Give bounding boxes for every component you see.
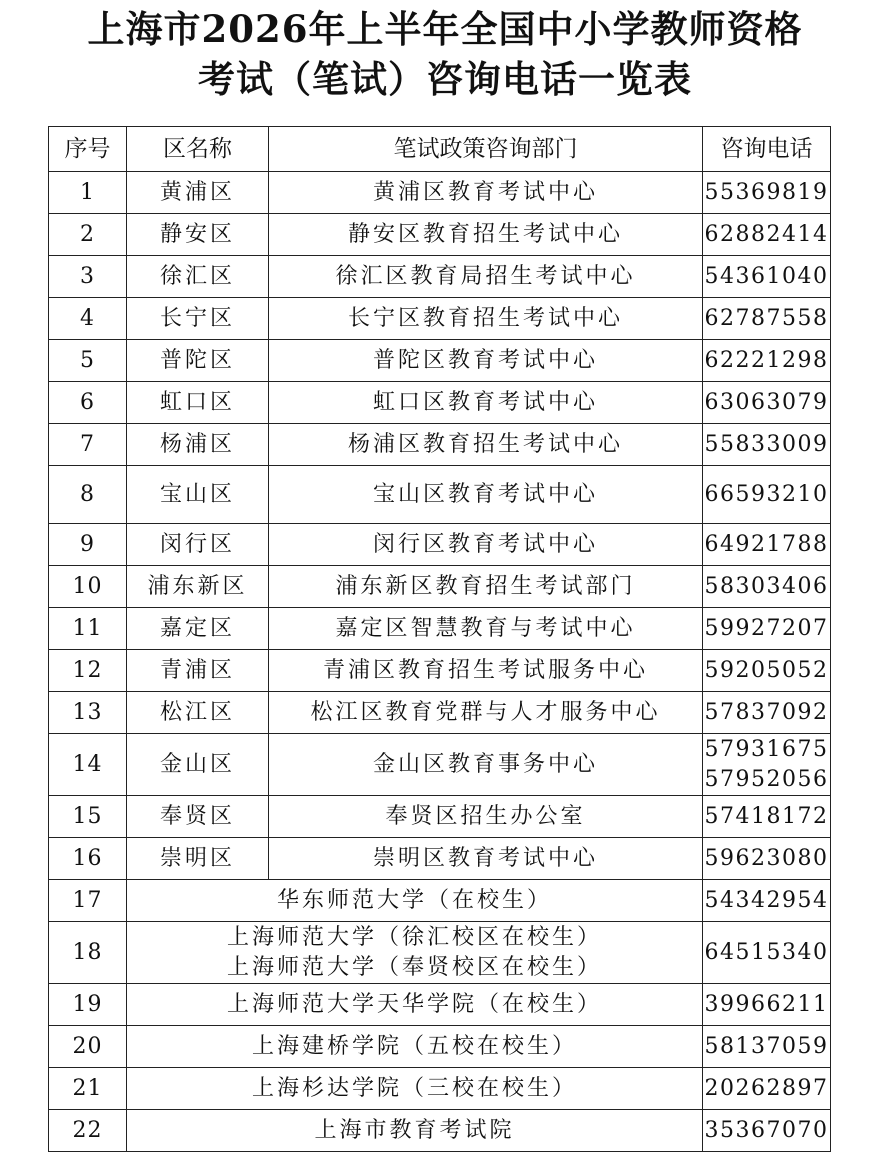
row-seq: 21	[49, 1068, 127, 1110]
row-phone: 59927207	[703, 608, 831, 650]
row-phone: 57837092	[703, 692, 831, 734]
table-row	[49, 984, 831, 1026]
department-line: 上海师范大学（奉贤校区在校生）	[226, 954, 602, 980]
row-phone: 54342954	[703, 880, 831, 922]
row-district: 青浦区	[127, 650, 269, 692]
table-row	[49, 838, 831, 880]
row-department: 上海杉达学院（三校在校生）	[127, 1068, 703, 1110]
row-seq: 11	[49, 608, 127, 650]
table-row	[49, 214, 831, 256]
table-row	[49, 424, 831, 466]
table-row	[49, 922, 831, 984]
table-row	[49, 734, 831, 796]
row-department: 青浦区教育招生考试服务中心	[269, 650, 703, 692]
row-district: 闵行区	[127, 524, 269, 566]
row-phone: 63063079	[703, 382, 831, 424]
row-seq: 10	[49, 566, 127, 608]
row-district: 奉贤区	[127, 796, 269, 838]
table-row	[49, 466, 831, 524]
table-row	[49, 1110, 831, 1152]
row-department: 长宁区教育招生考试中心	[269, 298, 703, 340]
phone-line: 57952056	[704, 766, 829, 792]
row-phone: 57418172	[703, 796, 831, 838]
row-department: 虹口区教育考试中心	[269, 382, 703, 424]
row-district: 崇明区	[127, 838, 269, 880]
row-phone: 20262897	[703, 1068, 831, 1110]
row-phone: 58303406	[703, 566, 831, 608]
row-department: 嘉定区智慧教育与考试中心	[269, 608, 703, 650]
row-seq: 14	[49, 734, 127, 796]
row-phone: 59205052	[703, 650, 831, 692]
contact-table	[48, 126, 831, 1152]
row-department: 崇明区教育考试中心	[269, 838, 703, 880]
row-department: 闵行区教育考试中心	[269, 524, 703, 566]
row-department: 徐汇区教育局招生考试中心	[269, 256, 703, 298]
row-seq: 5	[49, 340, 127, 382]
title-line-1: 上海市2026年上半年全国中小学教师资格	[87, 7, 803, 51]
table-row	[49, 340, 831, 382]
row-seq: 9	[49, 524, 127, 566]
row-seq: 17	[49, 880, 127, 922]
row-phone: 35367070	[703, 1110, 831, 1152]
table-row	[49, 256, 831, 298]
row-phone: 55369819	[703, 172, 831, 214]
row-department: 普陀区教育考试中心	[269, 340, 703, 382]
row-phone: 62882414	[703, 214, 831, 256]
table-row	[49, 650, 831, 692]
table-row	[49, 880, 831, 922]
table-row	[49, 524, 831, 566]
row-phone: 66593210	[703, 466, 831, 524]
row-seq: 22	[49, 1110, 127, 1152]
row-seq: 8	[49, 466, 127, 524]
row-district: 普陀区	[127, 340, 269, 382]
table-row	[49, 692, 831, 734]
row-district: 黄浦区	[127, 172, 269, 214]
row-seq: 1	[49, 172, 127, 214]
row-seq: 16	[49, 838, 127, 880]
row-district: 杨浦区	[127, 424, 269, 466]
row-district: 静安区	[127, 214, 269, 256]
table-row	[49, 1026, 831, 1068]
row-district: 长宁区	[127, 298, 269, 340]
row-district: 嘉定区	[127, 608, 269, 650]
row-department-multi	[127, 922, 703, 984]
row-phone: 62787558	[703, 298, 831, 340]
row-department: 松江区教育党群与人才服务中心	[269, 692, 703, 734]
table-row	[49, 172, 831, 214]
row-phone-multi	[703, 734, 831, 796]
row-seq: 6	[49, 382, 127, 424]
row-seq: 20	[49, 1026, 127, 1068]
row-district: 松江区	[127, 692, 269, 734]
row-seq: 18	[49, 922, 127, 984]
row-department: 黄浦区教育考试中心	[269, 172, 703, 214]
table-row	[49, 566, 831, 608]
page-title	[0, 4, 890, 104]
table-row	[49, 1068, 831, 1110]
title-line-2: 考试（笔试）咨询电话一览表	[198, 57, 692, 101]
department-line: 上海师范大学（徐汇校区在校生）	[226, 924, 602, 950]
header-seq: 序号	[49, 127, 127, 172]
row-district: 浦东新区	[127, 566, 269, 608]
row-seq: 7	[49, 424, 127, 466]
table-row	[49, 796, 831, 838]
header-department: 笔试政策咨询部门	[269, 127, 703, 172]
table-header-row	[49, 127, 831, 172]
row-phone: 54361040	[703, 256, 831, 298]
row-phone: 55833009	[703, 424, 831, 466]
table-row	[49, 298, 831, 340]
row-seq: 2	[49, 214, 127, 256]
row-district: 虹口区	[127, 382, 269, 424]
row-district: 宝山区	[127, 466, 269, 524]
row-seq: 4	[49, 298, 127, 340]
row-phone: 64921788	[703, 524, 831, 566]
header-phone: 咨询电话	[703, 127, 831, 172]
row-seq: 15	[49, 796, 127, 838]
row-department: 奉贤区招生办公室	[269, 796, 703, 838]
row-department: 上海师范大学天华学院（在校生）	[127, 984, 703, 1026]
row-department: 金山区教育事务中心	[269, 734, 703, 796]
row-phone: 59623080	[703, 838, 831, 880]
row-seq: 3	[49, 256, 127, 298]
table-row	[49, 382, 831, 424]
phone-line: 57931675	[704, 736, 829, 762]
row-phone: 58137059	[703, 1026, 831, 1068]
row-district: 金山区	[127, 734, 269, 796]
row-department: 华东师范大学（在校生）	[127, 880, 703, 922]
row-seq: 13	[49, 692, 127, 734]
row-seq: 12	[49, 650, 127, 692]
row-department: 宝山区教育考试中心	[269, 466, 703, 524]
row-phone: 62221298	[703, 340, 831, 382]
table-row	[49, 608, 831, 650]
row-district: 徐汇区	[127, 256, 269, 298]
row-department: 杨浦区教育招生考试中心	[269, 424, 703, 466]
row-department: 浦东新区教育招生考试部门	[269, 566, 703, 608]
row-phone: 64515340	[703, 922, 831, 984]
row-department: 上海建桥学院（五校在校生）	[127, 1026, 703, 1068]
row-department: 静安区教育招生考试中心	[269, 214, 703, 256]
row-seq: 19	[49, 984, 127, 1026]
row-phone: 39966211	[703, 984, 831, 1026]
header-district: 区名称	[127, 127, 269, 172]
row-department: 上海市教育考试院	[127, 1110, 703, 1152]
